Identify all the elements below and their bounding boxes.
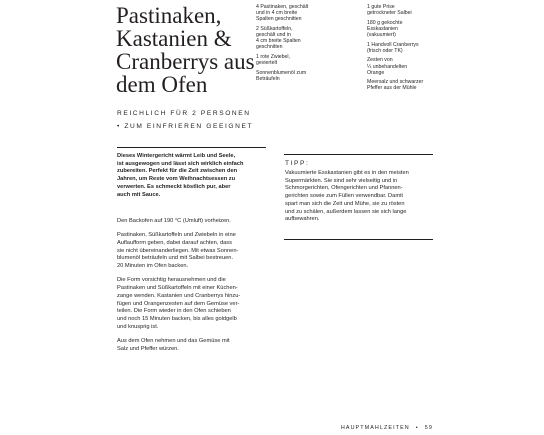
ingredient-item: 1 Handvoll Cranberrys (frisch oder TK) (367, 41, 419, 54)
tip-heading: TIPP: (285, 160, 310, 167)
recipe-step: Den Backofen auf 190 °C (Umluft) vorheizen. (117, 218, 231, 224)
ingredient-item: Meersalz und schwarzer Pfeffer aus der Mühle (367, 79, 424, 92)
tip-body: Vakuumierte Esskastanien gibt es in den meisten Supermärkten. Sie sind sehr vielseitig und in Schmorgerichten, Ofengerichten und Pfannen- gerichten sowie zum Füllen verwendbar. Damit spart man sich die Zeit und Mühe, sie zu rösten und zu schälen, außerdem lassen sie sich lange aufbewahren. (285, 170, 409, 223)
ingredient-item: 1 rote Zwiebel, geviertelt (256, 53, 291, 66)
footer-separator: • (415, 425, 419, 431)
recipe-meta (117, 108, 253, 133)
recipe-step: Aus dem Ofen nehmen und das Gemüse mit Salz und Pfeffer würzen. (117, 337, 230, 352)
recipe-title-line: Kastanien & (116, 26, 232, 51)
freeze-note: • ZUM EINFRIEREN GEEIGNET (117, 122, 254, 130)
footer-section-label: HAUPTMAHLZEITEN (340, 425, 410, 431)
ingredient-item: Sonnenblumenöl zum Beträufeln (256, 69, 307, 82)
ingredient-item: 2 Süßkartoffeln, geschält und in 4 cm breite Spalten geschnitten (256, 25, 301, 51)
ingredient-item: 180 g gekochte Esskastanien (vakuumiert) (367, 19, 403, 38)
recipe-title (116, 4, 266, 96)
ingredients-column-1 (256, 4, 352, 85)
recipe-step: Die Form vorsichtig herausnehmen und die Pastinaken und Süßkartoffeln mit einer Küchen- zange wenden. Kastanien und Cranberrys hinzu- fügen und Orangenzesten auf dem Gemüse ver- teilen. Die Form wieder in den Ofen schieben und noch 15 Minuten backen, bis alles goldgelb und knusprig ist. (117, 277, 241, 330)
recipe-title-line: dem Ofen (116, 72, 208, 97)
recipe-intro: Dieses Wintergericht wärmt Leib und Seele, ist ausgewogen und lässt sich wirklich einfach zubereiten. Perfekt für die Zeit zwischen den Jahren, um Reste vom Weihnachtsessen zu verwerten. Es schmeckt köstlich pur, aber auch mit Sauce. (117, 153, 244, 198)
ingredient-item: 1 gute Prise getrockneter Salbei (367, 4, 412, 17)
intro-divider (117, 147, 266, 148)
ingredient-item: 4 Pastinaken, geschält und in 4 cm breite Spalten geschnitten (256, 4, 309, 23)
tip-divider-top (284, 154, 433, 155)
recipe-step: Pastinaken, Süßkartoffeln und Zwiebeln in eine Auflaufform geben, dabei darauf achten, dass sie nicht übereinanderliegen. Mit etwas Sonnen- blumenöl beträufeln und mit Salbei bestreuen. 20 Minuten im Ofen backen. (117, 232, 239, 270)
recipe-title-line: Pastinaken, (116, 3, 222, 28)
recipe-steps (117, 218, 267, 360)
ingredients-column-2 (367, 4, 447, 95)
page-number: 59 (424, 425, 433, 431)
ingredient-item: Zesten von ¼ unbehandelten Orange (367, 57, 408, 76)
tip-divider-bottom (284, 239, 433, 240)
servings-label: REICHLICH FÜR 2 PERSONEN (117, 110, 251, 117)
page-footer (341, 425, 433, 431)
recipe-title-line: Cranberrys aus (116, 49, 255, 74)
